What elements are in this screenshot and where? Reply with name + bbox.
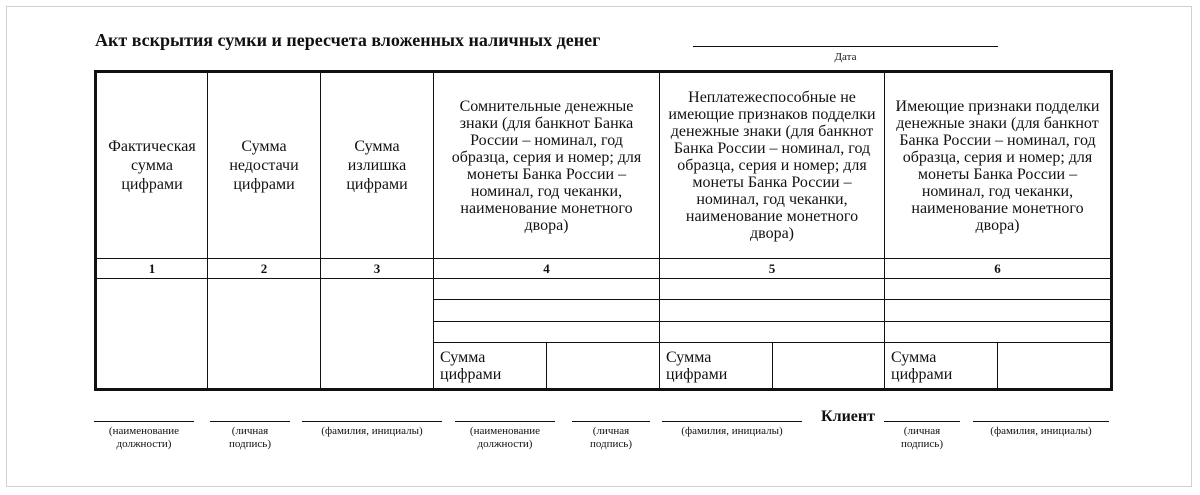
- signature-caption: (личная подпись): [228, 425, 271, 450]
- position-line[interactable]: [455, 421, 555, 422]
- client-name-caption: (фамилия, инициалы): [990, 425, 1092, 437]
- name-line[interactable]: [662, 421, 802, 422]
- sum-label: Сумма цифрами: [666, 348, 728, 383]
- client-name-line[interactable]: [973, 421, 1109, 422]
- entry-line[interactable]: [434, 300, 659, 321]
- sum-field[interactable]: [547, 343, 660, 388]
- entry-line[interactable]: [660, 279, 884, 300]
- position-caption: (наименование должности): [108, 425, 180, 450]
- position-caption: (наименование должности): [469, 425, 541, 450]
- name-caption: (фамилия, инициалы): [321, 425, 423, 437]
- column-number-3: 3: [321, 259, 434, 279]
- entry-line[interactable]: [885, 300, 1110, 321]
- column-number-2: 2: [208, 259, 321, 279]
- column-header-6: Имеющие признаки подделки денежные знаки (для банкнот Банка России – номинал, год образца, серия и номер; для монеты Банка России – номинал, год чеканки, наименование монетного двора): [885, 72, 1112, 259]
- data-row: [96, 279, 1112, 390]
- shortage-sum-cell[interactable]: [208, 279, 321, 390]
- column-header-2: Сумма недостачи цифрами: [208, 72, 321, 259]
- entry-line[interactable]: [885, 321, 1110, 342]
- header-row: [96, 72, 1112, 259]
- position-line[interactable]: [94, 421, 194, 422]
- column-header-1: Фактическая сумма цифрами: [96, 72, 208, 259]
- entry-line[interactable]: [885, 279, 1110, 300]
- entry-line[interactable]: [434, 321, 659, 342]
- actual-sum-cell[interactable]: [96, 279, 208, 390]
- counterfeit-notes-cell: [885, 279, 1112, 390]
- client-signature-line[interactable]: [884, 421, 960, 422]
- surplus-sum-cell[interactable]: [321, 279, 434, 390]
- column-header-5: Неплатежеспособные не имеющие признаков подделки денежные знаки (для банкнот Банка России – номинал, год образца, серия и номер; для монеты Банка России – номинал, год чеканки, наименование монетного двора): [660, 72, 885, 259]
- column-number-4: 4: [434, 259, 660, 279]
- signature-line[interactable]: [572, 421, 650, 422]
- insolvent-notes-cell: [660, 279, 885, 390]
- act-table: [94, 70, 1113, 391]
- client-signature-caption: (личная подпись): [900, 425, 943, 450]
- sum-label: Сумма цифрами: [440, 348, 502, 383]
- date-caption: Дата: [834, 51, 857, 63]
- client-label: Клиент: [821, 408, 875, 425]
- sum-field[interactable]: [772, 343, 884, 388]
- entry-line[interactable]: [660, 321, 884, 342]
- number-row: [96, 259, 1112, 279]
- column-number-6: 6: [885, 259, 1112, 279]
- entry-line[interactable]: [660, 300, 884, 321]
- column-number-5: 5: [660, 259, 885, 279]
- sum-field[interactable]: [998, 343, 1111, 388]
- entry-line[interactable]: [434, 279, 659, 300]
- date-line[interactable]: [693, 46, 998, 47]
- name-line[interactable]: [302, 421, 442, 422]
- column-header-4: Сомнительные денежные знаки (для банкнот Банка России – номинал, год образца, серия и номер; для монеты Банка России – номинал, год чеканки, наименование монетного двора): [434, 72, 660, 259]
- document-title: Акт вскрытия сумки и пересчета вложенных наличных денег: [95, 30, 601, 50]
- doubtful-notes-cell: [434, 279, 660, 390]
- column-header-3: Сумма излишка цифрами: [321, 72, 434, 259]
- sum-label: Сумма цифрами: [891, 348, 953, 383]
- column-number-1: 1: [96, 259, 208, 279]
- signature-line[interactable]: [210, 421, 290, 422]
- signature-caption: (личная подпись): [589, 425, 632, 450]
- name-caption: (фамилия, инициалы): [681, 425, 783, 437]
